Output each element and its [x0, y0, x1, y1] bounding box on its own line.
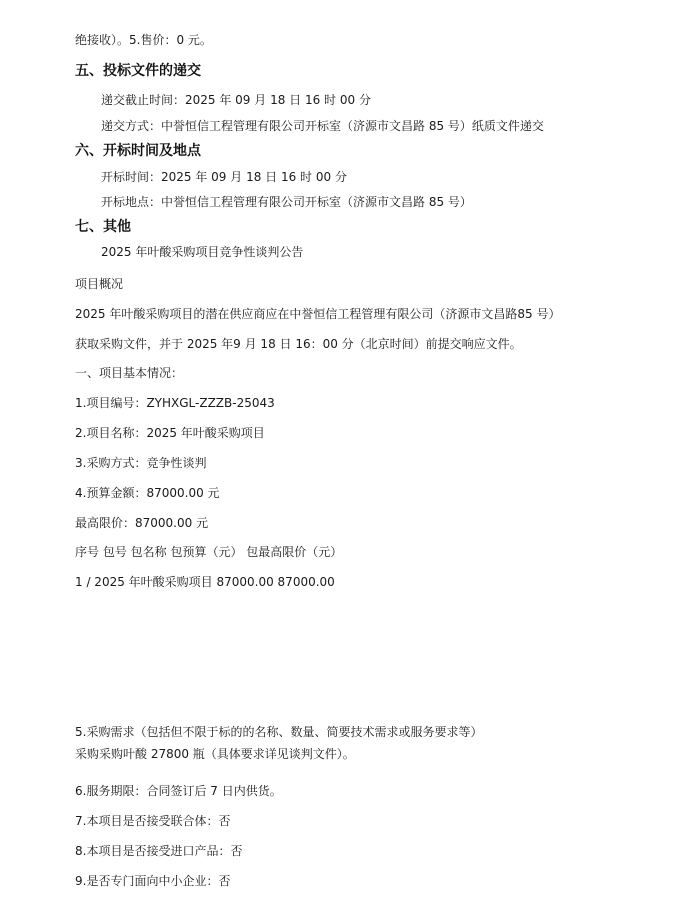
- text-line: 2025 年叶酸采购项目的潜在供应商应在中誉恒信工程管理有限公司（济源市文昌路85 号）: [75, 307, 561, 321]
- text-line: 递交方式：中誉恒信工程管理有限公司开标室（济源市文昌路 85 号）纸质文件递交: [101, 119, 544, 133]
- text-line: 8.本项目是否接受进口产品：否: [75, 844, 243, 858]
- text-line: 最高限价：87000.00 元: [75, 516, 209, 530]
- section-heading-7: 七、其他: [75, 219, 131, 235]
- text-line: 递交截止时间：2025 年 09 月 18 日 16 时 00 分: [101, 93, 371, 107]
- text-line: 1.项目编号：ZYHXGL-ZZZB-25043: [75, 396, 275, 410]
- text-line: 6.服务期限：合同签订后 7 日内供货。: [75, 784, 282, 798]
- section-heading-5: 五、投标文件的递交: [75, 63, 201, 79]
- section-heading-6: 六、开标时间及地点: [75, 143, 201, 159]
- text-line: 3.采购方式：竞争性谈判: [75, 456, 207, 470]
- text-line: 获取采购文件，并于 2025 年9 月 18 日 16：00 分（北京时间）前提交响应文件。: [75, 337, 522, 351]
- text-line: 项目概况: [75, 277, 124, 291]
- text-line: 7.本项目是否接受联合体：否: [75, 814, 231, 828]
- text-line: 一、项目基本情况：: [75, 366, 184, 380]
- text-line: 4.预算金额：87000.00 元: [75, 486, 220, 500]
- text-line: 2025 年叶酸采购项目竞争性谈判公告: [101, 245, 304, 259]
- text-line: 开标时间：2025 年 09 月 18 日 16 时 00 分: [101, 170, 347, 184]
- text-line: 开标地点：中誉恒信工程管理有限公司开标室（济源市文昌路 85 号）: [101, 195, 472, 209]
- table-row: 1 / 2025 年叶酸采购项目 87000.00 87000.00: [75, 575, 335, 589]
- text-line: 5.采购需求（包括但不限于标的的名称、数量、简要技术需求或服务要求等）: [75, 725, 483, 739]
- text-line: 9.是否专门面向中小企业：否: [75, 874, 231, 888]
- table-header: 序号 包号 包名称 包预算（元） 包最高限价（元）: [75, 545, 343, 559]
- text-line: 绝接收）。5.售价：0 元。: [75, 33, 212, 47]
- text-line: 采购采购叶酸 27800 瓶（具体要求详见谈判文件）。: [75, 747, 355, 761]
- text-line: 2.项目名称：2025 年叶酸采购项目: [75, 426, 265, 440]
